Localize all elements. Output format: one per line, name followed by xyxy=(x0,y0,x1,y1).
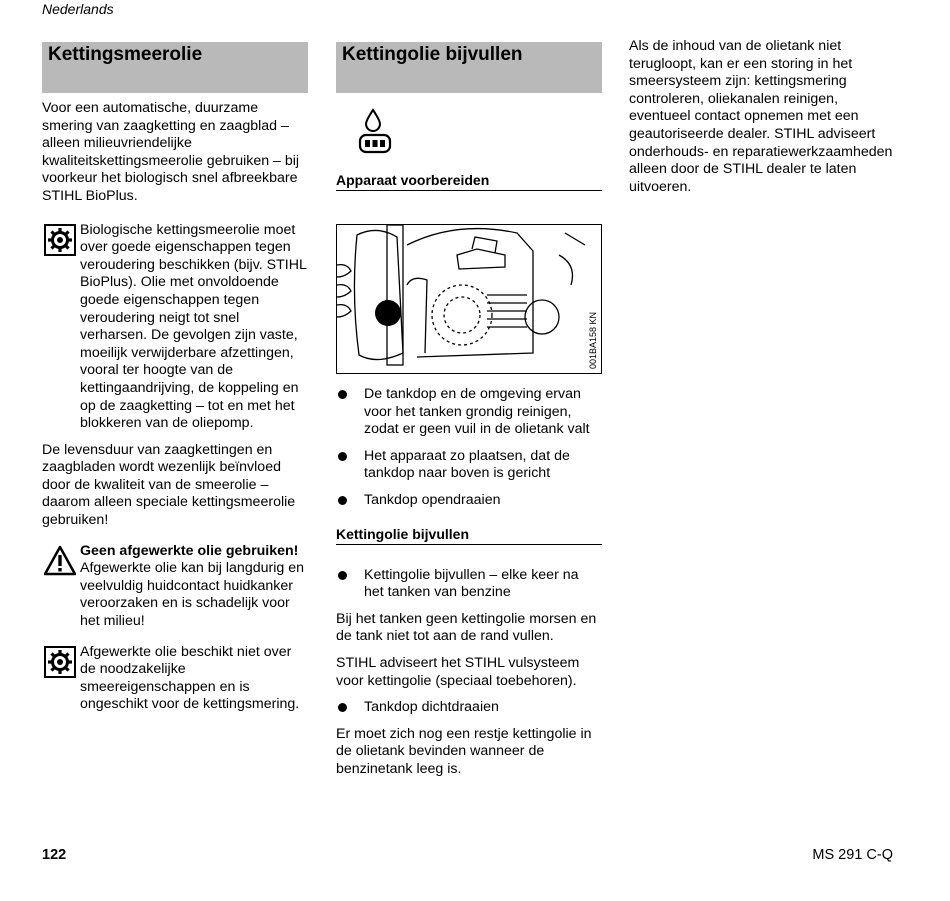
language-label: Nederlands xyxy=(42,1,114,17)
note-2-text: Afgewerkte olie beschikt niet over de noodzakelijke smeereigenschappen en is ongeschikt voor de kettingsmering. xyxy=(80,643,300,713)
subheading-refill: Kettingolie bijvullen xyxy=(336,526,602,545)
paragraph-fill-system: STIHL adviseert het STIHL vulsysteem voor kettingolie (speciaal toebehoren). xyxy=(336,654,580,689)
close-bullet-list xyxy=(336,699,602,717)
bullet-text: De tankdop en de omgeving ervan voor het tanken grondig reinigen, zodat er geen vuil in de olietank valt xyxy=(364,386,590,438)
warning-note xyxy=(42,543,308,631)
paragraph-no-spill: Bij het tanken geen kettingolie morsen en de tank niet tot aan de rand vullen. xyxy=(336,610,597,645)
chainsaw-tank-figure xyxy=(336,224,602,374)
environment-note-2 xyxy=(42,644,308,714)
section-heading-chain-oil: Kettingsmeerolie xyxy=(42,42,308,93)
figure-code: 001BA158 KN xyxy=(588,311,598,369)
warning-bold: Geen afgewerkte olie gebruiken! xyxy=(80,542,299,559)
page-number: 122 xyxy=(42,847,67,863)
chainsaw-illustration xyxy=(337,225,601,373)
bullet-text: Tankdop opendraaien xyxy=(364,491,501,508)
warning-triangle-icon xyxy=(44,545,76,577)
bullet-item xyxy=(336,699,602,717)
bullet-text: Kettingolie bijvullen – elke keer na het tanken van benzine xyxy=(364,566,579,601)
note-1-text: Biologische kettingsmeerolie moet over goede eigenschappen tegen veroudering beschikken (bijv. STIHL BioPlus). Olie met onvoldoende goede eigenschappen tegen veroudering neigt tot snel verharsen. De gevolgen zijn vaste, moeilijk verwijderbare afzettingen, vooral ter hoogte van de kettingaandrijving, de koppeling en op de zaagketting – tot en met het blokkeren van de oliepomp. xyxy=(80,221,307,432)
column-chain-oil xyxy=(42,42,308,714)
column-refill-oil xyxy=(336,42,602,779)
gear-note-icon xyxy=(44,224,76,256)
bullet-dot-icon xyxy=(338,496,347,505)
bullet-dot-icon xyxy=(338,703,347,712)
paragraph-lifespan: De levensduur van zaagkettingen en zaagbladen wordt wezenlijk beïnvloed door de kwaliteit van de smeerolie – daarom alleen speciale kettingsmeerolie gebruiken! xyxy=(42,441,296,529)
bullet-text: Het apparaat zo plaatsen, dat de tankdop naar boven is gericht xyxy=(364,447,570,482)
section-heading-refill: Kettingolie bijvullen xyxy=(336,42,602,93)
paragraph-residual-oil: Er moet zich nog een restje kettingolie in de olietank bevinden wanneer de benzinetank leeg is. xyxy=(336,725,592,777)
warning-body: Afgewerkte olie kan bij langdurig en veelvuldig huidcontact huidkanker veroorzaken en is schadelijk voor het milieu! xyxy=(80,560,304,630)
bullet-item xyxy=(336,386,602,439)
bullet-item xyxy=(336,567,602,602)
prepare-bullet-list xyxy=(336,386,602,510)
bullet-dot-icon xyxy=(338,390,347,399)
bullet-dot-icon xyxy=(338,452,347,461)
bullet-item xyxy=(336,492,602,510)
bullet-text: Tankdop dichtdraaien xyxy=(364,699,499,716)
oil-chain-symbol-icon xyxy=(356,108,396,160)
column-troubleshoot xyxy=(629,38,899,196)
environment-note-1 xyxy=(42,222,308,433)
warning-text xyxy=(80,543,308,631)
troubleshoot-paragraph: Als de inhoud van de olietank niet terugloopt, kan er een storing in het smeersysteem zijn: kettingsmering controleren, oliekanalen reinigen, eventueel contact opnemen met een geautoriseerde dealer. STIHL adviseert onderhouds- en reparatiewerkzaamheden alleen door de STIHL dealer te laten uitvoeren. xyxy=(629,38,893,195)
intro-paragraph: Voor een automatische, duurzame smering van zaagketting en zaagblad – alleen milieuvriendelijke kwaliteitskettingsmeerolie gebruiken – bij voorkeur het biologisch snel afbreekbare STIHL BioPlus. xyxy=(42,100,300,204)
bullet-item xyxy=(336,448,602,483)
subheading-prepare: Apparaat voorbereiden xyxy=(336,172,602,191)
refill-bullet-list xyxy=(336,567,602,602)
bullet-dot-icon xyxy=(338,571,347,580)
gear-note-icon xyxy=(44,646,76,678)
model-name: MS 291 C-Q xyxy=(812,847,893,863)
